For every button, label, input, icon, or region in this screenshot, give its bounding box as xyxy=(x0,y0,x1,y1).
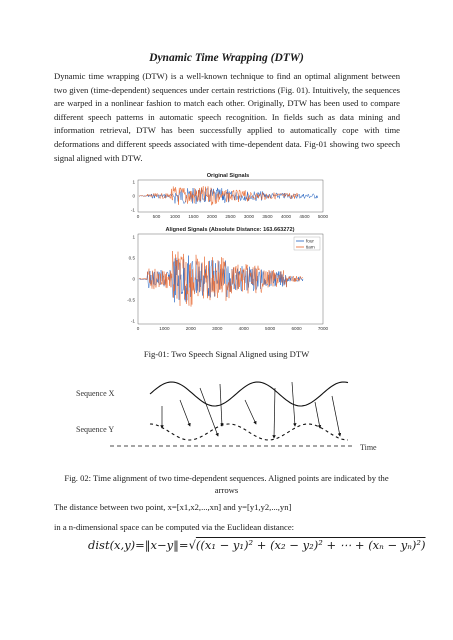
top-x-tick-label: 4500 xyxy=(299,214,310,219)
formula-rhs: ((x₁ − y₁)² + (x₂ − y₂)² + ⋯ + (xₙ − yₙ)²) xyxy=(195,538,426,552)
top-x-tick-label: 1500 xyxy=(188,214,199,219)
bottom-x-tick-label: 3000 xyxy=(212,326,223,331)
bottom-plot-x-ticks xyxy=(137,326,329,331)
time-axis-label: Time xyxy=(360,443,377,452)
legend-entry-2: tiam xyxy=(306,244,315,250)
alignment-arrow xyxy=(200,388,218,436)
bottom-y-tick-label: 0 xyxy=(132,276,135,282)
top-x-tick-label: 4000 xyxy=(280,214,292,219)
euclidean-distance-formula xyxy=(88,538,426,552)
top-plot-y-ticks xyxy=(131,180,136,213)
alignment-arrow xyxy=(180,400,190,426)
top-y-tick-label: -1 xyxy=(130,207,135,213)
bottom-y-tick-label: 1 xyxy=(132,234,135,240)
top-x-tick-label: 3500 xyxy=(262,214,273,219)
top-x-tick-label: 2500 xyxy=(225,214,236,219)
bottom-plot-legend xyxy=(294,237,320,250)
figure-1-speech-signals xyxy=(118,168,338,336)
bottom-y-tick-label: -1 xyxy=(130,318,135,324)
alignment-arrow xyxy=(315,402,320,428)
figure-1-caption: Fig-01: Two Speech Signal Aligned using DTW xyxy=(143,349,310,359)
figure-2-time-alignment xyxy=(70,366,390,466)
sequence-y-label: Sequence Y xyxy=(76,425,115,434)
intro-paragraph: Dynamic time wrapping (DTW) is a well-known technique to find an optimal alignment between two given (time-dependent) sequences under certain restrictions (Fig. 01). Intuitively, the sequences are warped in a nonlinear fashion to match each other. Originally, DTW has been used to compare different speech patterns in automatic speech recognition. In fields such as data mining and information retrieval, DTW has been successfully applied to automatically cope with time deformations and different speeds associated with time-dependent data. Fig-01 showing two speech signal aligned with DTW. xyxy=(54,71,400,163)
top-x-tick-label: 500 xyxy=(152,214,161,219)
sequence-x-curve xyxy=(150,382,348,406)
top-y-tick-label: 0 xyxy=(132,193,135,199)
euclidean-intro-line: in a n-dimensional space can be computed via the Euclidean distance: xyxy=(54,522,295,532)
alignment-arrow xyxy=(332,396,340,436)
legend-entry-1: four xyxy=(306,238,314,244)
distance-definition-line: The distance between two point, x=[x1,x2,...,xn] and y=[y1,y2,...,yn] xyxy=(54,502,292,512)
top-plot-x-ticks xyxy=(137,214,329,219)
bottom-plot-y-ticks xyxy=(127,235,135,324)
figure-2-caption: Fig. 02: Time alignment of two time-dependent sequences. Aligned points are indicated by the arrows xyxy=(64,473,389,496)
bottom-x-tick-label: 0 xyxy=(136,326,140,331)
sequence-x-label: Sequence X xyxy=(76,389,115,398)
top-x-tick-label: 3000 xyxy=(243,214,255,219)
bottom-x-tick-label: 1000 xyxy=(159,326,170,331)
top-x-tick-label: 1000 xyxy=(169,214,181,219)
top-y-tick-label: 1 xyxy=(132,179,135,185)
sequence-y-curve xyxy=(150,424,348,440)
bottom-plot-title: Aligned Signals (Absolute Distance: 163.663272) xyxy=(165,227,295,233)
top-x-tick-label: 2000 xyxy=(206,214,218,219)
bottom-x-tick-label: 4000 xyxy=(238,326,249,331)
formula-lhs: dist(x,y)=‖x−y‖= xyxy=(88,538,189,552)
bottom-y-tick-label: -0.5 xyxy=(127,297,135,303)
top-x-tick-label: 5000 xyxy=(317,214,329,219)
top-plot-title: Original Signals xyxy=(206,173,250,179)
sqrt-symbol: √ xyxy=(188,538,196,552)
top-x-tick-label: 0 xyxy=(136,214,140,219)
alignment-arrow xyxy=(245,400,256,424)
page-title: Dynamic Time Wrapping (DTW) xyxy=(149,52,304,64)
alignment-arrow xyxy=(274,388,275,438)
bottom-y-tick-label: 0.5 xyxy=(128,255,135,261)
bottom-x-tick-label: 2000 xyxy=(185,326,196,331)
bottom-x-tick-label: 5000 xyxy=(265,326,276,331)
bottom-x-tick-label: 6000 xyxy=(291,326,302,331)
bottom-x-tick-label: 7000 xyxy=(317,326,329,331)
